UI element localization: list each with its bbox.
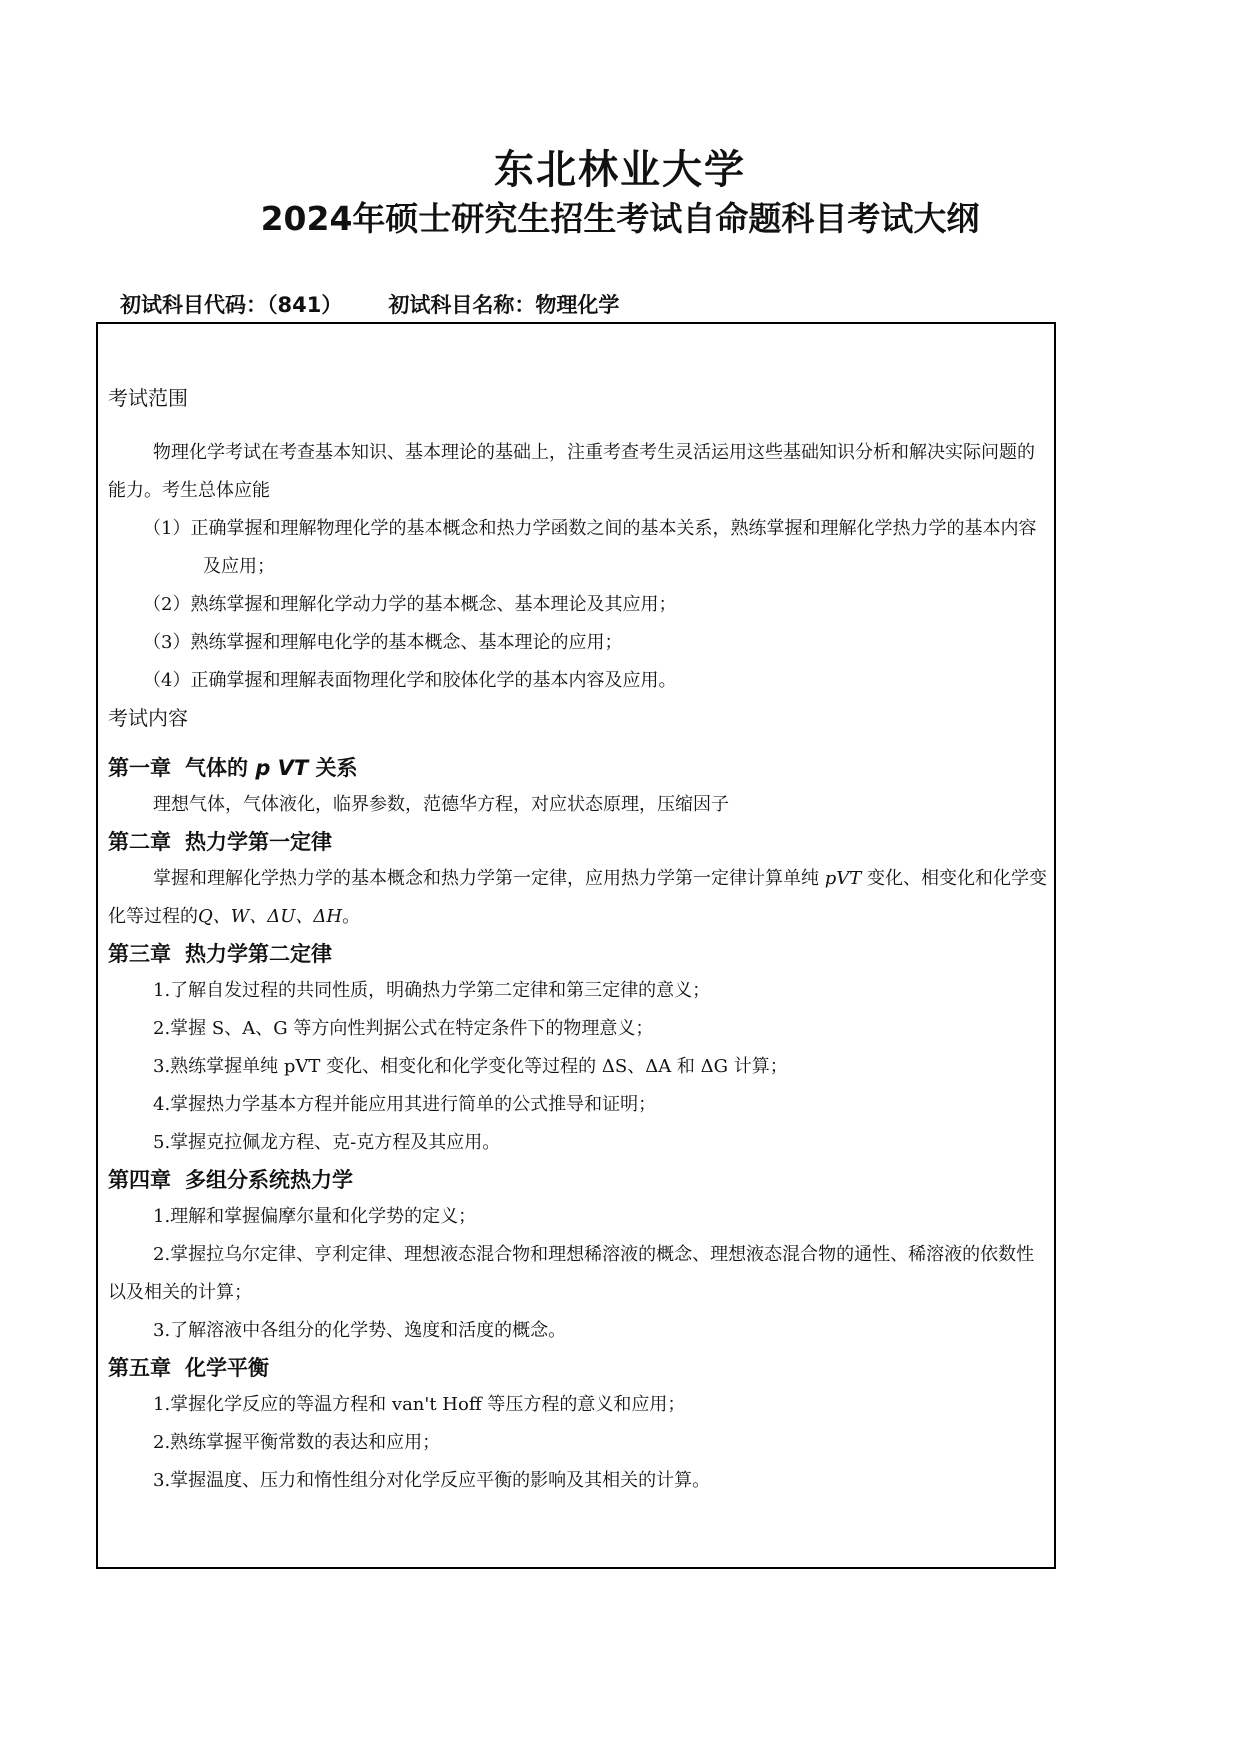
chapter-name: 热力学第一定律 — [185, 830, 332, 854]
chapter-heading — [108, 1350, 1048, 1386]
chapter-item: 2.掌握 S、A、G 等方向性判据公式在特定条件下的物理意义； — [153, 1018, 654, 1039]
chapter-item: 5.掌握克拉佩龙方程、克-克方程及其应用。 — [153, 1132, 501, 1153]
scope-item: （1）正确掌握和理解物理化学的基本概念和热力学函数之间的基本关系，熟练掌握和理解化学热力学的基本内容及应用； — [143, 518, 1037, 577]
chapter-item: 2.熟练掌握平衡常数的表达和应用； — [153, 1432, 441, 1453]
syllabus-content — [108, 384, 1048, 1500]
chapter-item: 1.理解和掌握偏摩尔量和化学势的定义； — [153, 1206, 477, 1227]
chapter-name: 化学平衡 — [185, 1356, 269, 1380]
chapter-heading — [108, 750, 1048, 786]
chapter-name-italic: p VT — [255, 756, 309, 780]
chapter-number: 第二章 — [108, 830, 171, 854]
chapter-heading — [108, 824, 1048, 860]
chapter-item: 3.了解溶液中各组分的化学势、逸度和活度的概念。 — [153, 1320, 567, 1341]
chapter-name-suffix: 关系 — [315, 756, 358, 780]
chapter-text-italic: pVT — [824, 868, 862, 889]
chapter-name: 多组分系统热力学 — [185, 1168, 353, 1192]
scope-heading: 考试范围 — [108, 386, 188, 410]
chapter-heading — [108, 1162, 1048, 1198]
chapter-text-symbols: Q、W、ΔU、ΔH — [198, 906, 343, 927]
chapter-text-part: 掌握和理解化学热力学的基本概念和热力学第一定律，应用热力学第一定律计算单纯 — [153, 868, 819, 889]
scope-item: （3）熟练掌握和理解电化学的基本概念、基本理论的应用； — [143, 632, 623, 653]
chapter-item: 3.掌握温度、压力和惰性组分对化学反应平衡的影响及其相关的计算。 — [153, 1470, 711, 1491]
chapter-number: 第三章 — [108, 942, 171, 966]
document-title: 2024年硕士研究生招生考试自命题科目考试大纲 — [260, 199, 980, 238]
subject-name: 初试科目名称：物理化学 — [388, 293, 620, 317]
chapter-item: 4.掌握热力学基本方程并能应用其进行简单的公式推导和证明； — [153, 1094, 657, 1115]
chapter-name: 热力学第二定律 — [185, 942, 332, 966]
chapter-number: 第四章 — [108, 1168, 171, 1192]
chapter-text: 理想气体，气体液化，临界参数，范德华方程，对应状态原理，压缩因子 — [153, 794, 729, 815]
chapter-number: 第五章 — [108, 1356, 171, 1380]
subject-code: 初试科目代码：（841） — [120, 293, 343, 317]
chapter-text-part: 变化、相变化和化学变化等过程的 — [108, 868, 1047, 927]
scope-item: （4）正确掌握和理解表面物理化学和胶体化学的基本内容及应用。 — [143, 670, 677, 691]
chapter-item: 3.熟练掌握单纯 pVT 变化、相变化和化学变化等过程的 ΔS、ΔA 和 ΔG 计算； — [153, 1056, 788, 1077]
subject-line — [120, 291, 619, 319]
chapter-item: 1.掌握化学反应的等温方程和 van't Hoff 等压方程的意义和应用； — [153, 1394, 686, 1415]
chapter-name-prefix: 气体的 — [185, 756, 248, 780]
chapter-item: 1.了解自发过程的共同性质，明确热力学第二定律和第三定律的意义； — [153, 980, 711, 1001]
content-heading: 考试内容 — [108, 706, 188, 730]
scope-intro: 物理化学考试在考查基本知识、基本理论的基础上，注重考查考生灵活运用这些基础知识分析和解决实际问题的能力。考生总体应能 — [108, 442, 1035, 501]
chapter-text-part: 。 — [342, 906, 361, 927]
university-title: 东北林业大学 — [494, 147, 746, 193]
chapter-text — [108, 860, 1048, 936]
scope-item: （2）熟练掌握和理解化学动力学的基本概念、基本理论及其应用； — [143, 594, 677, 615]
syllabus-box — [96, 322, 1056, 1569]
chapter-item: 2.掌握拉乌尔定律、亨利定律、理想液态混合物和理想稀溶液的概念、理想液态混合物的通性、稀溶液的依数性以及相关的计算； — [108, 1244, 1035, 1303]
chapter-heading — [108, 936, 1048, 972]
chapter-number: 第一章 — [108, 756, 171, 780]
